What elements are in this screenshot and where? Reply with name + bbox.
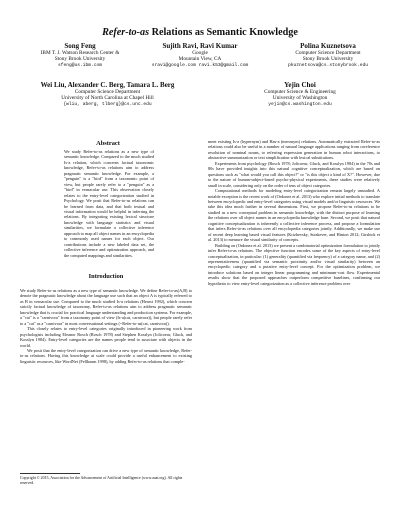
author-block-5: [215, 81, 385, 108]
paper-title: [0, 27, 400, 38]
author-name: Polina Kuznetsova: [300, 42, 356, 50]
author-block-4: [20, 81, 195, 108]
author-email: pkuznetsova@cs.stonybrook.edu: [288, 62, 368, 68]
author-block-3: [260, 42, 396, 69]
author-name: Song Feng: [64, 42, 96, 50]
author-name: Sujith Ravi, Ravi Kumar: [162, 42, 238, 50]
author-email: sfeng@us.ibm.com: [57, 62, 103, 68]
footnote-rule: [20, 473, 80, 474]
body-paragraph: We posit that the entry-level categorization can drive a new type of semantic knowledge, Refer-to-as relations. Having this knowledge at scale could provide a useful enhancement to existing linguistic resources, like WordNet (Fellbaum 1998), by adding Refer-to-as relations that comple-: [20, 347, 192, 364]
author-block-1: [10, 42, 150, 69]
title-rest: Relations as Semantic Knowledge: [149, 27, 298, 38]
introduction-heading: Introduction: [88, 273, 124, 280]
abstract-text: We study Refer-to-as relations as a new type of semantic knowledge. Compared to the much studied Is-a relation, which concerns factual taxonomic knowledge, Refer-to-as relations aim to address pragmatic semantic knowledge. For example, a "penguin" is a "bird" from a taxonomic point of view, but people rarely refer to a "penguin" as a "bird" in vernacular use. This observation closely relates to the entry-level categorization studied in Psychology. We posit that Refer-to-as relations can be learned from data, and that both textual and visual information would be helpful in inferring the relations. By integrating existing lexical structure knowledge with language statistics and visual similarities, we formulate a collective inference approach to map all object names in an encyclopedia to commonly used names for each object. Our contributions include a new labeled data set, the collective inference and optimization approach, and the computed mappings and similarities.: [64, 149, 154, 258]
body-paragraph: This closely relates to entry-level categories originally introduced in pioneering work from psychologists including Eleanor Rosch (Rosch 1978) and Stephen Kosslyn (Jolicoeur, Gluck, and Kosslyn 1984). Entry-level categories are the names people tend to associate with objects in the world.: [20, 326, 192, 348]
body-paragraph: Building on (Ordonez et al. 2013) we present a combinatorial optimization formulation to jointly infer Refer-to-as relations. The objective function encodes some of the key aspects of entry-level conceptualization, in particular: (1) generality (quantified via frequency) of a category name, and (2) representativeness (quantified via semantic proximity and/or visual similarity) between an encyclopedic category and a putative entry-level concept. For the optimization problem, we introduce solutions based on integer linear programming and minimum-cost flow. Experimental results show that the proposed approaches outperform competitive baselines, confirming our hypothesis to view entry-level categorization as a collective inference problem over: [208, 242, 380, 286]
author-email: {wliu, aberg, tlberg}@cs.unc.edu: [63, 101, 152, 107]
author-affiliation: Google Mountain View, CA: [178, 50, 222, 63]
body-paragraph: Experiments from psychology (Rosch 1978; Jolicoeur, Gluck, and Kosslyn 1984) in the 70s and 80s have provided insights into this natural cognitive conceptualization, which are based on questions such as "what would you call this object?" or "is this object a kind of X?". However, due to the nature of human-subject-based psycho-physical experiments, these studies were relatively small in scale, considering only on the order of tens of object categories.: [208, 160, 380, 188]
author-affiliation: Computer Science Department Stony Brook University: [295, 50, 361, 63]
body-paragraph: We study Refer-to-as relations as a new type of semantic knowledge. We define Refer-to-as(A,B) to denote the pragmatic knowledge about the language use such that an object A is typically referred to as B in vernacular use. Compared to the much studied Is-a relations (Hearst 1992), which concern strictly factual knowledge of taxonomy, Refer-to-as relations aim to address pragmatic semantic knowledge that is crucial for practical language understanding and production systems. For example, a "cat" is a "carnivora" from a taxonomy point of view (Is-a(cat, carnivora)), but people rarely refer to a "cat" as a "carnivora" in most conversational settings (~Refer-to-as(cat, carnivora)).: [20, 288, 192, 326]
body-paragraph: ment existing Is-a (hypernym) and Has-a (meronym) relations. Automatically extracted Refer-to-as relations could also be useful in a number of natural language applications ranging from coreference resolution of nominal nouns, to referring expression generation in human robot interactions, to abstractive summarization or text simplification with lexical substitutions.: [208, 139, 380, 161]
copyright-footnote: Copyright © 2015, Association for the Advancement of Artificial Intelligence (www.aaai.org). All rights reserved.: [20, 476, 183, 485]
author-affiliation: Computer Science Department University of North Carolina at Chapel Hill: [61, 89, 154, 102]
author-email: yejin@cs.washington.edu: [268, 101, 332, 107]
right-column-body: [208, 139, 380, 286]
title-italic: Refer-to-as: [102, 27, 150, 38]
author-email: sravi@google.com ravi.k53@gmail.com: [151, 62, 249, 68]
author-affiliation: Computer Science & Engineering University of Washington: [264, 89, 336, 102]
author-name: Wei Liu, Alexander C. Berg, Tamara L. Berg: [40, 81, 175, 89]
body-paragraph: Computational methods for modeling entry-level categorization remain largely unstudied. A notable exception is the recent work of (Ordonez et al. 2013) who explore initial methods to translate between encyclopedic and entry-level categories using visual models and/or linguistic resources. We take this idea much further in several dimensions. First, we propose Refer-to-as relations to be studied as a new conceptual problem in semantic knowledge, with the distinct purpose of learning the relations over all object names in an encyclopedia knowledge base. Second, we posit that natural cognitive conceptualization is inherently a collective inference process, and propose a formulation that infers Refer-to-as relations over all encyclopedia categories jointly. Additionally, we make use of recent deep learning based visual features (Krizhevsky, Sutskever, and Hinton 2012; Girshick et al. 2013) to measure the visual similarity of concepts.: [208, 188, 380, 243]
author-affiliation: IBM T. J. Watson Research Center & Stony Brook University: [40, 50, 120, 63]
left-column-body: [20, 288, 192, 364]
abstract-heading: Abstract: [96, 140, 120, 147]
author-name: Yejin Choi: [284, 81, 316, 89]
author-block-2: [135, 42, 265, 69]
